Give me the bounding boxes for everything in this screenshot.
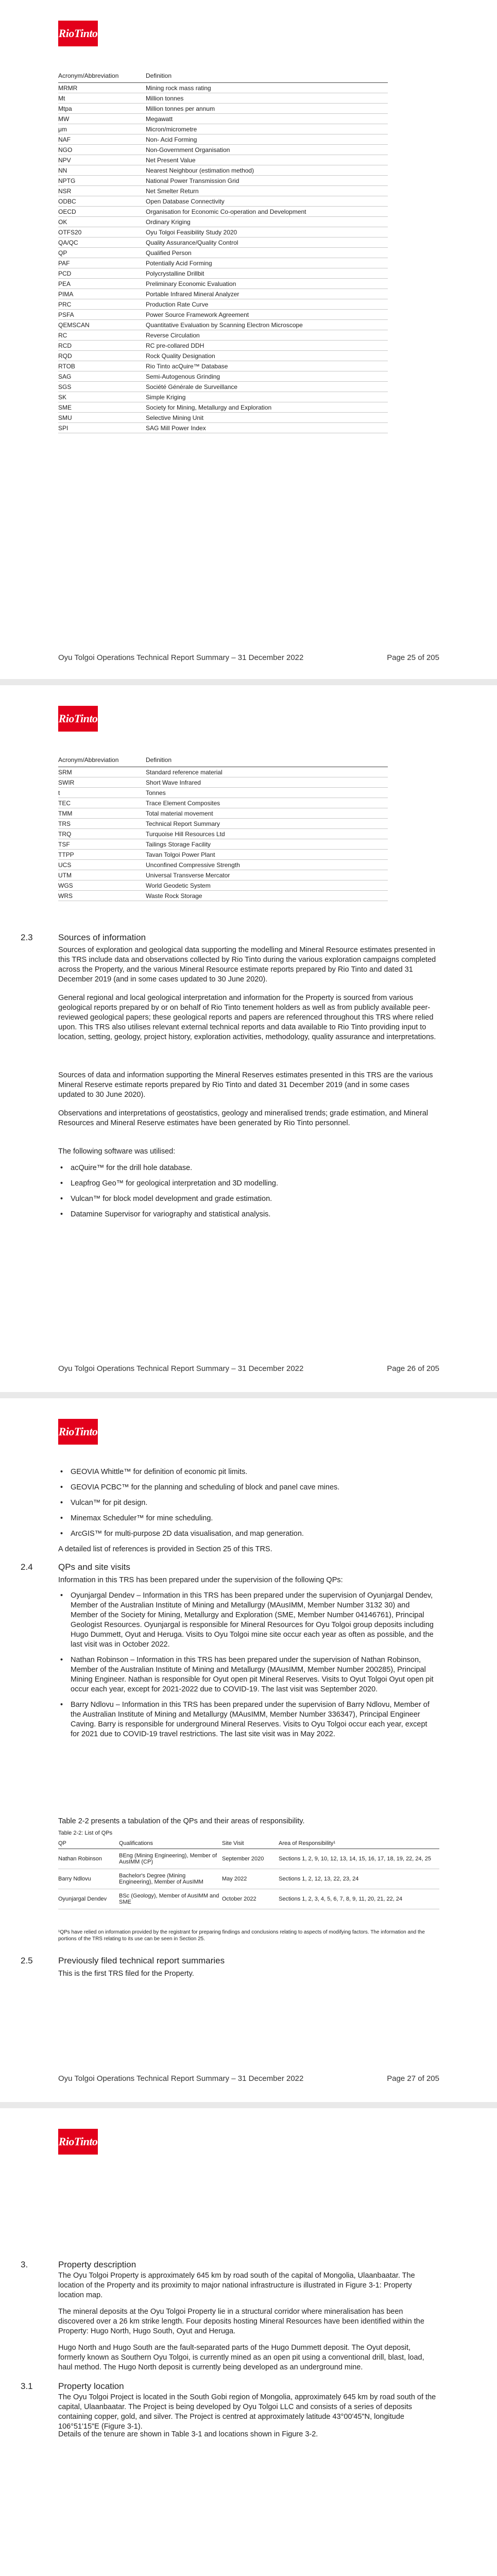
acronym-cell: UCS [58, 860, 146, 870]
acronym-cell: NGO [58, 145, 146, 155]
definition-cell: Semi-Autogenous Grinding [146, 371, 388, 382]
table-row [58, 351, 388, 361]
acronym-cell: PCD [58, 268, 146, 279]
definition-cell: Ordinary Kriging [146, 217, 388, 227]
acronym-cell: PAF [58, 258, 146, 268]
footer-title: Oyu Tolgoi Operations Technical Report Summary – 31 December 2022 [58, 653, 304, 662]
acronym-cell: SMU [58, 413, 146, 423]
acronym-cell: NPV [58, 155, 146, 165]
body-text [58, 945, 437, 985]
site-visit-cell: May 2022 [222, 1869, 279, 1889]
definition-cell: National Power Transmission Grid [146, 176, 388, 186]
acronym-cell: SPI [58, 423, 146, 433]
table-row [58, 788, 388, 798]
qp-name-cell: Barry Ndlovu [58, 1869, 119, 1889]
definition-cell: World Geodetic System [146, 880, 388, 891]
table-row [58, 402, 388, 413]
definition-cell: Selective Mining Unit [146, 413, 388, 423]
paragraph: The following software was utilised: [58, 1147, 176, 1156]
paragraph: General regional and local geological interpretation and information for the Property is sourced from various geological reports prepared by or on behalf of Rio Tinto tenement holders as well as from publicly available peer-reviewed geological papers; these geological reports and papers are referenced throughout this TRS where relied upon. This TRS also utilises relevant external technical reports and data available to Rio Tinto providing input to location, setting, geology, project history, exploration activities, methodology, quality assurance and interpretations. [58, 994, 436, 1041]
table-row [58, 870, 388, 880]
paragraph: Observations and interpretations of geostatistics, geology and mineralised trends; grade estimation, and Mineral Resources and Mineral Reserve estimates have been generated by Rio Tinto personnel. [58, 1109, 429, 1127]
definition-cell: Tailings Storage Facility [146, 839, 388, 850]
table-row [58, 371, 388, 382]
paragraph: A detailed list of references is provided in Section 25 of this TRS. [58, 1545, 272, 1553]
acronym-cell: RCD [58, 341, 146, 351]
definition-cell: Portable Infrared Mineral Analyzer [146, 289, 388, 299]
qualifications-cell: BEng (Mining Engineering), Member of AusIMM (CP) [119, 1849, 222, 1869]
table-row [58, 155, 388, 165]
table-row [58, 289, 388, 299]
definition-cell: Tonnes [146, 788, 388, 798]
table-row [58, 145, 388, 155]
list-item: • acQuire™ for the drill hole database. [58, 1163, 437, 1173]
qp-name-cell: Oyunjargal Dendev [58, 1889, 119, 1909]
definition-cell: SAG Mill Power Index [146, 423, 388, 433]
col-header-site-visit: Site Visit [222, 1840, 279, 1849]
body-text [58, 1969, 437, 1979]
qualifications-cell: Bachelor's Degree (Mining Engineering), Member of AusIMM [119, 1869, 222, 1889]
definition-cell: Standard reference material [146, 767, 388, 777]
acronym-cell: PSFA [58, 310, 146, 320]
definition-cell: Qualified Person [146, 248, 388, 258]
definition-cell: Trace Element Composites [146, 798, 388, 808]
acronym-cell: WGS [58, 880, 146, 891]
table-row [58, 819, 388, 829]
qp-name-cell: Nathan Robinson [58, 1849, 119, 1869]
definition-cell: Mining rock mass rating [146, 83, 388, 93]
table-row [58, 238, 388, 248]
table-row [58, 258, 388, 268]
rio-tinto-logo: RioTinto [58, 706, 98, 732]
definition-cell: Tavan Tolgoi Power Plant [146, 850, 388, 860]
page-footer [58, 2074, 439, 2083]
definition-cell: Nearest Neighbour (estimation method) [146, 165, 388, 176]
col-header-acronym: Acronym/Abbreviation [58, 72, 146, 83]
acronym-cell: NSR [58, 186, 146, 196]
body-text [58, 1147, 437, 1157]
table-row [58, 196, 388, 207]
acronym-cell: ODBC [58, 196, 146, 207]
acronym-cell: SWIR [58, 777, 146, 788]
definition-cell: Non-Government Organisation [146, 145, 388, 155]
page-separator [0, 2102, 497, 2108]
body-text [58, 1575, 437, 1585]
section-number: 2.5 [21, 1956, 33, 1965]
list-item: • ArcGIS™ for multi-purpose 2D data visualisation, and map generation. [58, 1529, 437, 1539]
acronym-cell: RC [58, 330, 146, 341]
list-item: • Vulcan™ for pit design. [58, 1498, 437, 1508]
list-item: • GEOVIA PCBC™ for the planning and scheduling of block and panel cave mines. [58, 1483, 437, 1493]
table-row [58, 382, 388, 392]
software-list-continued [58, 1467, 437, 1545]
col-header-qp: QP [58, 1840, 119, 1849]
table-row [58, 104, 388, 114]
table-row [58, 361, 388, 371]
rio-tinto-logo: RioTinto [58, 21, 98, 46]
acronym-cell: SK [58, 392, 146, 402]
list-item: • Nathan Robinson – Information in this TRS has been prepared under the supervision of Nathan Robinson, Member of the Australian Institute of Mining and Metallurgy (MAusIMM, Member Number 200285), Principal Mining Engineer. Nathan is responsible for Oyut open pit Mineral Reserves. Visits to Oyut Tolgoi Oyut open pit occur each year, except for 2021-2022 due to COVID-19. The last visit was September 2020. [58, 1655, 437, 1694]
definition-cell: Turquoise Hill Resources Ltd [146, 829, 388, 839]
definition-cell: Preliminary Economic Evaluation [146, 279, 388, 289]
table-row [58, 114, 388, 124]
qp-table [58, 1840, 439, 1909]
acronym-cell: MW [58, 114, 146, 124]
table-row [58, 1869, 439, 1889]
body-text [58, 1071, 437, 1100]
table-row [58, 248, 388, 258]
paragraph: Information in this TRS has been prepared under the supervision of the following QPs: [58, 1576, 343, 1584]
table-row [58, 83, 388, 93]
list-item: • Oyunjargal Dendev – Information in this TRS has been prepared under the supervision of Oyunjargal Dendev, Member of the Australian Institute of Mining and Metallurgy (MAusIMM, Member Number 3132 30) and Member of the Society for Mining, Metallurgy and Exploration (SME, Member Number 04146761), Principal Geologist Resources. Oyunjargal is responsible for Mineral Resources for Oyu Tolgoi group deposits including Hugo Dummett, Oyut and Heruga. Visits to Oyu Tolgoi mine site occur each year as often as possible, and the last visit was in October 2022. [58, 1591, 437, 1650]
definition-cell: Société Générale de Surveillance [146, 382, 388, 392]
acronym-cell: SME [58, 402, 146, 413]
table-row [58, 860, 388, 870]
acronym-cell: TTPP [58, 850, 146, 860]
table-row [58, 134, 388, 145]
responsibility-cell: Sections 1, 2, 12, 13, 22, 23, 24 [279, 1869, 439, 1889]
definition-cell: Universal Transverse Mercator [146, 870, 388, 880]
table-row [58, 891, 388, 901]
table-row [58, 413, 388, 423]
table-row [58, 124, 388, 134]
page-number: Page 25 of 205 [387, 653, 439, 662]
table-row [58, 880, 388, 891]
definition-cell: Society for Mining, Metallurgy and Exploration [146, 402, 388, 413]
definition-cell: Quantitative Evaluation by Scanning Electron Microscope [146, 320, 388, 330]
page-26 [0, 685, 497, 1392]
definition-cell: Potentially Acid Forming [146, 258, 388, 268]
acronym-cell: SGS [58, 382, 146, 392]
qualifications-cell: BSc (Geology), Member of AusIMM and SME [119, 1889, 222, 1909]
section-title: Sources of information [58, 933, 146, 942]
table-row [58, 798, 388, 808]
paragraph: Hugo North and Hugo South are the fault-separated parts of the Hugo Dummett deposit. The Oyut deposit, formerly known as Southern Oyu Tolgoi, is currently mined as an open pit using a conventional drill, blast, load, haul method. The Hugo North deposit is currently being developed as an underground mine. [58, 2344, 424, 2371]
table-row [58, 217, 388, 227]
section-number: 2.4 [21, 1562, 33, 1572]
acronym-cell: TMM [58, 808, 146, 819]
table-row [58, 1889, 439, 1909]
body-text [58, 2307, 437, 2336]
col-header-qualifications: Qualifications [119, 1840, 222, 1849]
definition-cell: Reverse Circulation [146, 330, 388, 341]
col-header-definition: Definition [146, 756, 388, 767]
body-text [58, 1545, 437, 1554]
table-row [58, 839, 388, 850]
definition-cell: Million tonnes per annum [146, 104, 388, 114]
table-row [58, 392, 388, 402]
section-title: Property location [58, 2381, 124, 2391]
acronym-cell: t [58, 788, 146, 798]
list-item: • Datamine Supervisor for variography and statistical analysis. [58, 1210, 437, 1219]
footer-title: Oyu Tolgoi Operations Technical Report Summary – 31 December 2022 [58, 2074, 304, 2083]
acronym-cell: PRC [58, 299, 146, 310]
acronym-cell: PIMA [58, 289, 146, 299]
table-row [58, 268, 388, 279]
page-number: Page 27 of 205 [387, 2074, 439, 2083]
table-caption: Table 2-2: List of QPs [58, 1830, 113, 1836]
list-item: • Minemax Scheduler™ for mine scheduling. [58, 1514, 437, 1523]
page-footer [58, 1364, 439, 1373]
footer-title: Oyu Tolgoi Operations Technical Report Summary – 31 December 2022 [58, 1364, 304, 1373]
definition-cell: Oyu Tolgoi Feasibility Study 2020 [146, 227, 388, 238]
definition-cell: Non- Acid Forming [146, 134, 388, 145]
section-number: 3.1 [21, 2381, 33, 2391]
acronym-cell: QEMSCAN [58, 320, 146, 330]
table-row [58, 227, 388, 238]
table-row [58, 767, 388, 777]
col-header-acronym: Acronym/Abbreviation [58, 756, 146, 767]
definition-cell: Quality Assurance/Quality Control [146, 238, 388, 248]
table-row [58, 279, 388, 289]
acronym-cell: PEA [58, 279, 146, 289]
definition-cell: Million tonnes [146, 93, 388, 104]
section-title: QPs and site visits [58, 1562, 130, 1572]
acronym-cell: QA/QC [58, 238, 146, 248]
acronym-cell: NN [58, 165, 146, 176]
definition-cell: Organisation for Economic Co-operation and Development [146, 207, 388, 217]
definition-cell: Short Wave Infrared [146, 777, 388, 788]
acronym-cell: OECD [58, 207, 146, 217]
table-row [58, 829, 388, 839]
definition-cell: Micron/micrometre [146, 124, 388, 134]
definition-cell: Waste Rock Storage [146, 891, 388, 901]
table-row [58, 186, 388, 196]
definition-cell: Polycrystalline Drillbit [146, 268, 388, 279]
table-row [58, 320, 388, 330]
acronym-cell: UTM [58, 870, 146, 880]
table-row [58, 1849, 439, 1869]
responsibility-cell: Sections 1, 2, 9, 10, 12, 13, 14, 15, 16, 17, 18, 19, 22, 24, 25 [279, 1849, 439, 1869]
table-row [58, 808, 388, 819]
acronym-cell: WRS [58, 891, 146, 901]
section-title: Previously filed technical report summaries [58, 1956, 225, 1965]
col-header-definition: Definition [146, 72, 388, 83]
definition-cell: Unconfined Compressive Strength [146, 860, 388, 870]
definition-cell: Technical Report Summary [146, 819, 388, 829]
rio-tinto-logo: RioTinto [58, 1419, 98, 1445]
acronym-cell: TRQ [58, 829, 146, 839]
table-row [58, 850, 388, 860]
qp-list [58, 1591, 437, 1745]
paragraph: Details of the tenure are shown in Table 3-1 and locations shown in Figure 3-2. [58, 2430, 318, 2438]
software-list [58, 1163, 437, 1225]
page-25 [0, 0, 497, 679]
definition-cell: Simple Kriging [146, 392, 388, 402]
acronym-cell: NAF [58, 134, 146, 145]
definition-cell: Rock Quality Designation [146, 351, 388, 361]
table-row [58, 207, 388, 217]
body-text [58, 2343, 437, 2372]
table-row [58, 330, 388, 341]
table-row [58, 165, 388, 176]
table-row [58, 93, 388, 104]
table-row [58, 310, 388, 320]
abbreviation-table [58, 756, 388, 901]
definition-cell: RC pre-collared DDH [146, 341, 388, 351]
table-row [58, 299, 388, 310]
acronym-cell: RTOB [58, 361, 146, 371]
page-separator [0, 1392, 497, 1398]
acronym-cell: TRS [58, 819, 146, 829]
paragraph: Table 2-2 presents a tabulation of the QPs and their areas of responsibility. [58, 1817, 305, 1825]
page-footer [58, 653, 439, 662]
table-note: ¹QPs have relied on information provided by the registrant for preparing findings and conclusions relating to aspects of modifying factors. The information and the portions of the TRS relating to its use can be seen in Section 25. [58, 1929, 425, 1942]
paragraph: This is the first TRS filed for the Property. [58, 1970, 194, 1978]
table-row [58, 341, 388, 351]
body-text [58, 2430, 437, 2439]
section-title: Property description [58, 2260, 136, 2269]
page-27 [0, 1398, 497, 2102]
acronym-cell: QP [58, 248, 146, 258]
col-header-area: Area of Responsibility¹ [279, 1840, 439, 1849]
paragraph: Sources of exploration and geological data supporting the modelling and Mineral Resource estimates presented in this TRS include data and observations collected by Rio Tinto during the various exploration campaigns completed across the Property, and the various Mineral Resource estimate reports prepared by Rio Tinto and dated 31 December 2019 (and in some cases updated to 30 June 2020). [58, 946, 436, 984]
body-text [58, 1109, 437, 1128]
acronym-cell: SRM [58, 767, 146, 777]
acronym-cell: Mt [58, 93, 146, 104]
acronym-cell: TEC [58, 798, 146, 808]
paragraph: The Oyu Tolgoi Property is approximately 645 km by road south of the capital of Mongolia, Ulaanbaatar. The location of the Property and its proximity to major national infrastructure is illustrated in Figure 3-1: Property location map. [58, 2272, 415, 2299]
acronym-cell: OTFS20 [58, 227, 146, 238]
table-row [58, 777, 388, 788]
definition-cell: Net Smelter Return [146, 186, 388, 196]
acronym-cell: OK [58, 217, 146, 227]
abbreviation-table [58, 72, 388, 433]
acronym-cell: SAG [58, 371, 146, 382]
list-item: • Barry Ndlovu – Information in this TRS has been prepared under the supervision of Barry Ndlovu, Member of the Australian Institute of Mining and Metallurgy (MAusIMM, Member Number 336347), Principal Engineer Caving. Barry is responsible for underground Mineral Reserves. Visits to Oyu Tolgoi occur each year, except for 2021 due to COVID-19 travel restrictions. The last site visit was in May 2022. [58, 1700, 437, 1739]
page-28 [0, 2108, 497, 2576]
acronym-cell: MRMR [58, 83, 146, 93]
definition-cell: Net Present Value [146, 155, 388, 165]
site-visit-cell: October 2022 [222, 1889, 279, 1909]
acronym-cell: TSF [58, 839, 146, 850]
table-row [58, 423, 388, 433]
definition-cell: Production Rate Curve [146, 299, 388, 310]
definition-cell: Total material movement [146, 808, 388, 819]
body-text [58, 2393, 437, 2432]
body-text [58, 1817, 437, 1826]
page-separator [0, 679, 497, 685]
rio-tinto-logo: RioTinto [58, 2129, 98, 2155]
acronym-cell: μm [58, 124, 146, 134]
body-text [58, 993, 437, 1042]
table-row [58, 176, 388, 186]
site-visit-cell: September 2020 [222, 1849, 279, 1869]
body-text [58, 2271, 437, 2300]
definition-cell: Megawatt [146, 114, 388, 124]
list-item: • Vulcan™ for block model development and grade estimation. [58, 1194, 437, 1204]
paragraph: The Oyu Tolgoi Project is located in the South Gobi region of Mongolia, approximately 645 km by road south of the capital, Ulaanbaatar. The Project is being developed by Oyu Tolgoi LLC and consists of a series of deposits containing copper, gold, and silver. The Project is centred at approximately latitude 43°00'45"N, longitude 106°51'15"E (Figure 3-1). [58, 2393, 436, 2431]
acronym-cell: RQD [58, 351, 146, 361]
paragraph: Sources of data and information supporting the Mineral Reserves estimates presented in this TRS are the various Mineral Reserve estimate reports prepared by Rio Tinto and dated 31 December 2019 (and in some cases updated to 30 June 2020). [58, 1071, 433, 1099]
acronym-cell: NPTG [58, 176, 146, 186]
list-item: • Leapfrog Geo™ for geological interpretation and 3D modelling. [58, 1179, 437, 1189]
section-number: 2.3 [21, 933, 33, 942]
page-number: Page 26 of 205 [387, 1364, 439, 1373]
definition-cell: Rio Tinto acQuire™ Database [146, 361, 388, 371]
definition-cell: Power Source Framework Agreement [146, 310, 388, 320]
definition-cell: Open Database Connectivity [146, 196, 388, 207]
responsibility-cell: Sections 1, 2, 3, 4, 5, 6, 7, 8, 9, 11, 20, 21, 22, 24 [279, 1889, 439, 1909]
list-item: • GEOVIA Whittle™ for definition of economic pit limits. [58, 1467, 437, 1477]
paragraph: The mineral deposits at the Oyu Tolgoi Property lie in a structural corridor where mineralisation has been discovered over a 26 km strike length. Four deposits hosting Mineral Resources have been identified within the Property: Hugo North, Hugo South, Oyut and Heruga. [58, 2308, 424, 2335]
section-number: 3. [21, 2260, 28, 2269]
acronym-cell: Mtpa [58, 104, 146, 114]
